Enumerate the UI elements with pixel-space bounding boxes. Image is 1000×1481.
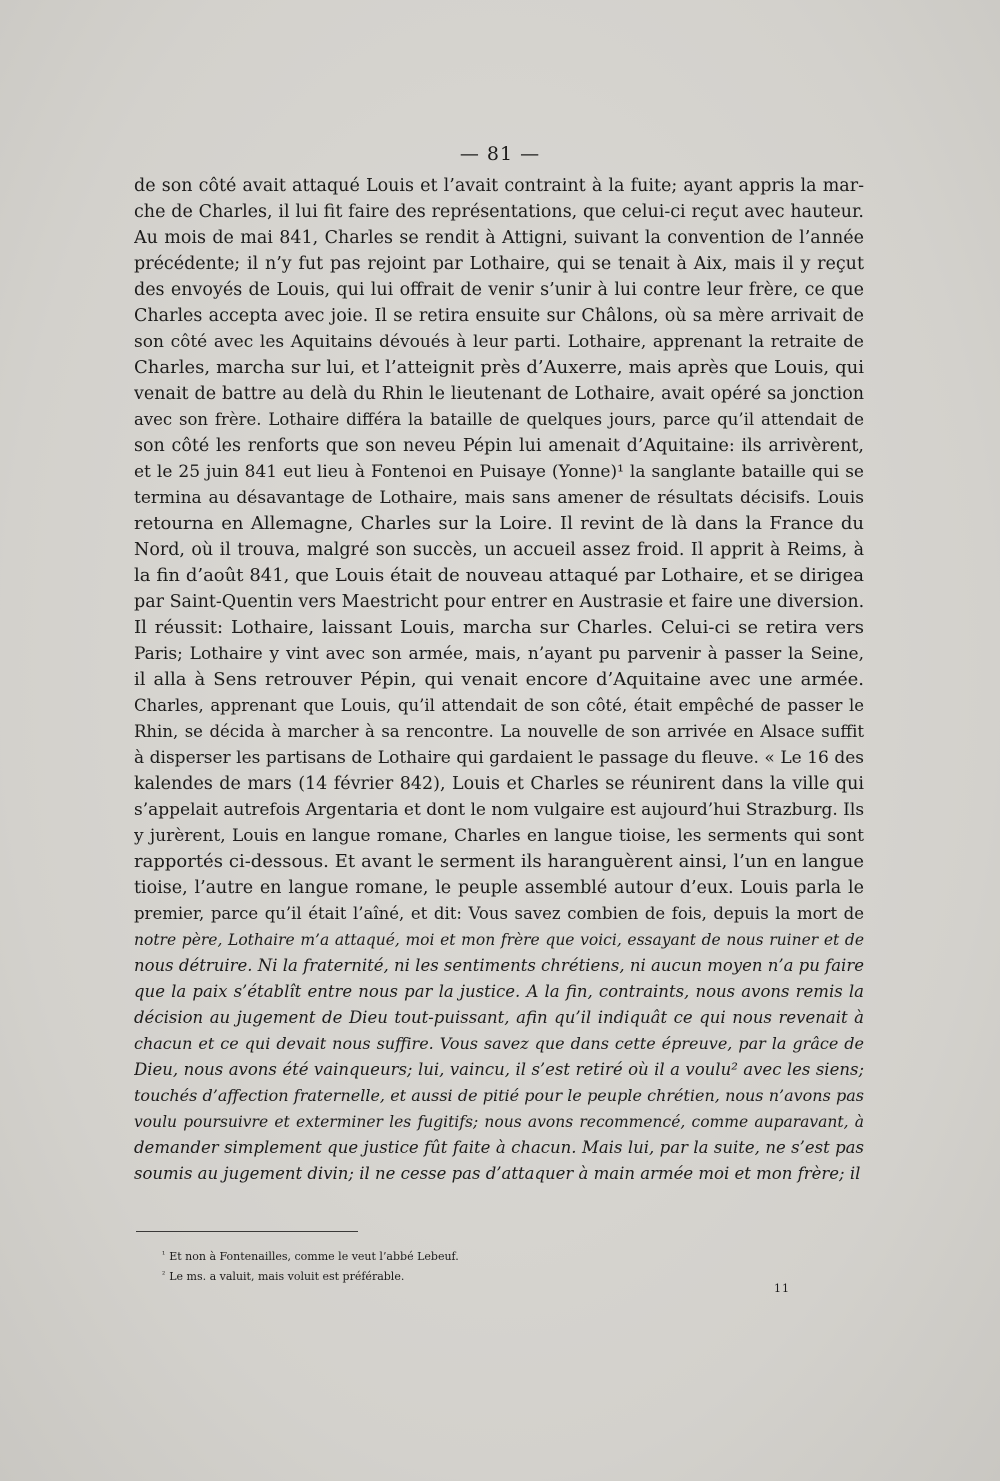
text-line: s’appelait autrefois Argentaria et dont le nom vulgaire est aujourd’hui Strazburg. Ils bbox=[134, 800, 864, 820]
text-line: nous détruire. Ni la fraternité, ni les sentiments chrétiens, ni aucun moyen n’a pu faire bbox=[134, 956, 864, 975]
text-line: à disperser les partisans de Lothaire qui gardaient le passage du fleuve. « Le 16 des bbox=[134, 748, 864, 768]
footnote-mark: ¹ bbox=[162, 1250, 166, 1259]
text-line: et le 25 juin 841 eut lieu à Fontenoi en Puisaye (Yonne)¹ la sanglante bataille qui se bbox=[134, 462, 864, 482]
text-line: touchés d’affection fraternelle, et aussi de pitié pour le peuple chrétien, nous n’avons pas bbox=[134, 1086, 864, 1105]
text-line: son côté les renforts que son neveu Pépin lui amenait d’Aquitaine: ils arrivèrent, bbox=[134, 436, 864, 456]
text-line: y jurèrent, Louis en langue romane, Charles en langue tioise, les serments qui sont bbox=[134, 826, 864, 846]
footnote-mark: ² bbox=[162, 1270, 166, 1279]
text-line: rapportés ci-dessous. Et avant le serment ils haranguèrent ainsi, l’un en langue bbox=[134, 851, 864, 872]
text-line: termina au désavantage de Lothaire, mais sans amener de résultats décisifs. Louis bbox=[134, 488, 864, 508]
text-line: che de Charles, il lui fit faire des représentations, que celui-ci reçut avec hauteur. bbox=[134, 202, 864, 222]
body-text bbox=[134, 173, 864, 1187]
text-line: kalendes de mars (14 février 842), Louis et Charles se réunirent dans la ville qui bbox=[134, 774, 864, 794]
footnotes bbox=[162, 1246, 722, 1286]
text-line: la fin d’août 841, que Louis était de nouveau attaqué par Lothaire, et se dirigea bbox=[134, 565, 864, 586]
text-line: Paris; Lothaire y vint avec son armée, mais, n’ayant pu parvenir à passer la Seine, bbox=[134, 644, 864, 664]
text-line: venait de battre au delà du Rhin le lieutenant de Lothaire, avait opéré sa jonction bbox=[134, 384, 864, 404]
text-line: demander simplement que justice fût faite à chacun. Mais lui, par la suite, ne s’est pas bbox=[134, 1138, 864, 1157]
text-line: son côté avec les Aquitains dévoués à leur parti. Lothaire, apprenant la retraite de bbox=[134, 332, 864, 352]
printer-signature: 11 bbox=[774, 1282, 790, 1295]
footnote-divider bbox=[136, 1231, 358, 1232]
page-number: — 81 — bbox=[459, 143, 541, 165]
footnote bbox=[162, 1266, 722, 1286]
text-line: précédente; il n’y fut pas rejoint par Lothaire, qui se tenait à Aix, mais il y reçut bbox=[134, 254, 864, 274]
text-line: chacun et ce qui devait nous suffire. Vous savez que dans cette épreuve, par la grâce de bbox=[134, 1034, 864, 1053]
text-line: soumis au jugement divin; il ne cesse pas d’attaquer à main armée moi et mon frère; il bbox=[134, 1164, 861, 1183]
footnote-text: Le ms. a valuit, mais voluit est préférable. bbox=[169, 1270, 405, 1283]
text-line: voulu poursuivre et exterminer les fugitifs; nous avons recommencé, comme auparavant, à bbox=[134, 1113, 864, 1131]
text-line: Rhin, se décida à marcher à sa rencontre. La nouvelle de son arrivée en Alsace suffit bbox=[134, 722, 864, 741]
footnote-text: Et non à Fontenailles, comme le veut l’abbé Lebeuf. bbox=[169, 1250, 459, 1263]
text-line: Il réussit: Lothaire, laissant Louis, marcha sur Charles. Celui-ci se retira vers bbox=[134, 617, 864, 638]
text-line: il alla à Sens retrouver Pépin, qui venait encore d’Aquitaine avec une armée. bbox=[134, 669, 864, 690]
text-line: tioise, l’autre en langue romane, le peuple assemblé autour d’eux. Louis parla le bbox=[134, 878, 864, 898]
text-line: Dieu, nous avons été vainqueurs; lui, vaincu, il s’est retiré où il a voulu² avec les siens; bbox=[134, 1060, 864, 1079]
text-line: Charles, apprenant que Louis, qu’il attendait de son côté, était empêché de passer le bbox=[134, 696, 864, 715]
text-line: Au mois de mai 841, Charles se rendit à Attigni, suivant la convention de l’année bbox=[134, 228, 864, 248]
text-line: décision au jugement de Dieu tout-puissant, afin qu’il indiquât ce qui nous revenait à bbox=[134, 1008, 864, 1027]
text-line: premier, parce qu’il était l’aîné, et dit: Vous savez combien de fois, depuis la mort de bbox=[134, 904, 864, 923]
text-line: de son côté avait attaqué Louis et l’avait contraint à la fuite; ayant appris la mar- bbox=[134, 176, 864, 196]
text-line: Charles accepta avec joie. Il se retira ensuite sur Châlons, où sa mère arrivait de bbox=[134, 306, 864, 326]
text-line: Charles, marcha sur lui, et l’atteignit près d’Auxerre, mais après que Louis, qui bbox=[134, 357, 864, 378]
text-line: notre père, Lothaire m’a attaqué, moi et mon frère que voici, essayant de nous ruiner et de bbox=[134, 931, 864, 949]
text-line: avec son frère. Lothaire différa la bataille de quelques jours, parce qu’il attendait de bbox=[134, 410, 864, 429]
text-line: des envoyés de Louis, qui lui offrait de venir s’unir à lui contre leur frère, ce que bbox=[134, 280, 864, 300]
text-line: par Saint-Quentin vers Maestricht pour entrer en Austrasie et faire une diversion. bbox=[134, 592, 864, 612]
text-line: Nord, où il trouva, malgré son succès, un accueil assez froid. Il apprit à Reims, à bbox=[134, 540, 864, 560]
text-line: que la paix s’établît entre nous par la justice. A la fin, contraints, nous avons remis la bbox=[134, 982, 864, 1001]
footnote bbox=[162, 1246, 722, 1266]
text-line: retourna en Allemagne, Charles sur la Loire. Il revint de là dans la France du bbox=[134, 513, 864, 534]
